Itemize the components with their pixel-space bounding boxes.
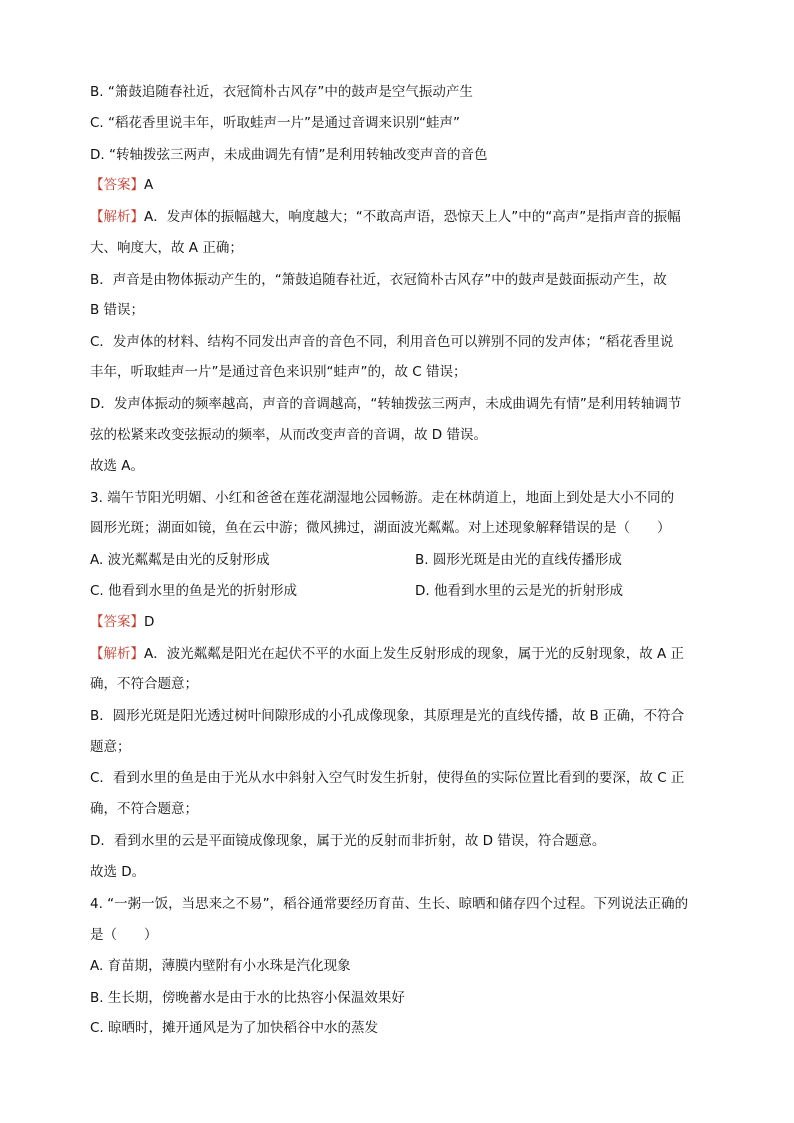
- prev-analysis-line-1: [90, 207, 681, 227]
- q3-stem-line-1: 3. 端午节阳光明媚、小红和爸爸在莲花湖湿地公园畅游。走在林荫道上，地面上到处是大小不同的: [90, 490, 675, 506]
- analysis-label: 【解析】: [90, 646, 144, 662]
- q3-analysis-line-7: D．看到水里的云是平面镜成像现象，属于光的反射而非折射，故 D 错误，符合题意。: [90, 833, 606, 849]
- prev-option-d: D. “转轴拨弦三两声，未成曲调先有情”是利用转轴改变声音的音色: [90, 147, 488, 163]
- prev-analysis-line-3: B．声音是由物体振动产生的，“箫鼓追随春社近，衣冠简朴古风存”中的鼓声是鼓面振动产生，故: [90, 272, 667, 288]
- analysis-text: A．波光粼粼是阳光在起伏不平的水面上发生反射形成的现象，属于光的反射现象，故 A 正: [144, 646, 685, 662]
- prev-answer-line: [90, 175, 153, 195]
- q3-option-a: A. 波光粼粼是由光的反射形成: [90, 552, 270, 568]
- q3-answer-line: [90, 612, 154, 632]
- q4-stem-line-2: 是（ ）: [90, 927, 158, 943]
- prev-analysis-line-5: C．发声体的材料、结构不同发出声音的音色不同，利用音色可以辨别不同的发声体；“稻花香里说: [90, 334, 674, 350]
- q4-option-c: C. 晾晒时，摊开通风是为了加快稻谷中水的蒸发: [90, 1020, 379, 1036]
- q3-option-c: C. 他看到水里的鱼是光的折射形成: [90, 583, 298, 599]
- prev-conclusion: 故选 A。: [90, 458, 145, 474]
- q4-option-a: A. 育苗期，薄膜内壁附有小水珠是汽化现象: [90, 958, 351, 974]
- q3-option-d: D. 他看到水里的云是光的折射形成: [415, 583, 623, 599]
- prev-option-c: C. “稻花香里说丰年，听取蛙声一片”是通过音调来识别“蛙声”: [90, 115, 460, 131]
- q3-analysis-line-5: C．看到水里的鱼是由于光从水中斜射入空气时发生折射，使得鱼的实际位置比看到的要深，故 C 正: [90, 770, 685, 786]
- answer-value: A: [144, 177, 154, 193]
- q3-stem-line-2: 圆形光斑；湖面如镜，鱼在云中游；微风拂过，湖面波光粼粼。对上述现象解释错误的是（ ）: [90, 520, 671, 536]
- answer-value: D: [144, 614, 155, 630]
- analysis-text: A．发声体的振幅越大，响度越大；“不敢高声语，恐惊天上人”中的“高声”是指声音的振幅: [144, 209, 681, 225]
- q3-analysis-line-6: 确，不符合题意；: [90, 801, 198, 817]
- q3-analysis-line-3: B．圆形光斑是阳光透过树叶间隙形成的小孔成像现象，其原理是光的直线传播，故 B 正确，不符合: [90, 708, 685, 724]
- prev-analysis-line-2: 大、响度大，故 A 正确；: [90, 240, 243, 256]
- q3-option-b: B. 圆形光斑是由光的直线传播形成: [415, 552, 622, 568]
- prev-option-b: B. “箫鼓追随春社近，衣冠简朴古风存”中的鼓声是空气振动产生: [90, 84, 473, 100]
- q3-analysis-line-2: 确，不符合题意；: [90, 676, 198, 692]
- prev-analysis-line-7: D．发声体振动的频率越高，声音的音调越高，“转轴拨弦三两声，未成曲调先有情”是利用转轴调节: [90, 396, 682, 412]
- prev-analysis-line-6: 丰年，听取蛙声一片”是通过音色来识别“蛙声”的，故 C 错误；: [90, 364, 467, 380]
- answer-label: 【答案】: [90, 614, 144, 630]
- q3-analysis-line-4: 题意；: [90, 739, 131, 755]
- q4-option-b: B. 生长期，傍晚蓄水是由于水的比热容小保温效果好: [90, 990, 405, 1006]
- q3-analysis-line-1: [90, 644, 684, 664]
- q4-stem-line-1: 4. “一粥一饭，当思来之不易”，稻谷通常要经历育苗、生长、晾晒和储存四个过程。下列说法正确的: [90, 896, 689, 912]
- analysis-label: 【解析】: [90, 209, 144, 225]
- prev-analysis-line-8: 弦的松紧来改变弦振动的频率，从而改变声音的音调，故 D 错误。: [90, 427, 487, 443]
- prev-analysis-line-4: B 错误；: [90, 302, 145, 318]
- q3-conclusion: 故选 D。: [90, 864, 146, 880]
- answer-label: 【答案】: [90, 177, 144, 193]
